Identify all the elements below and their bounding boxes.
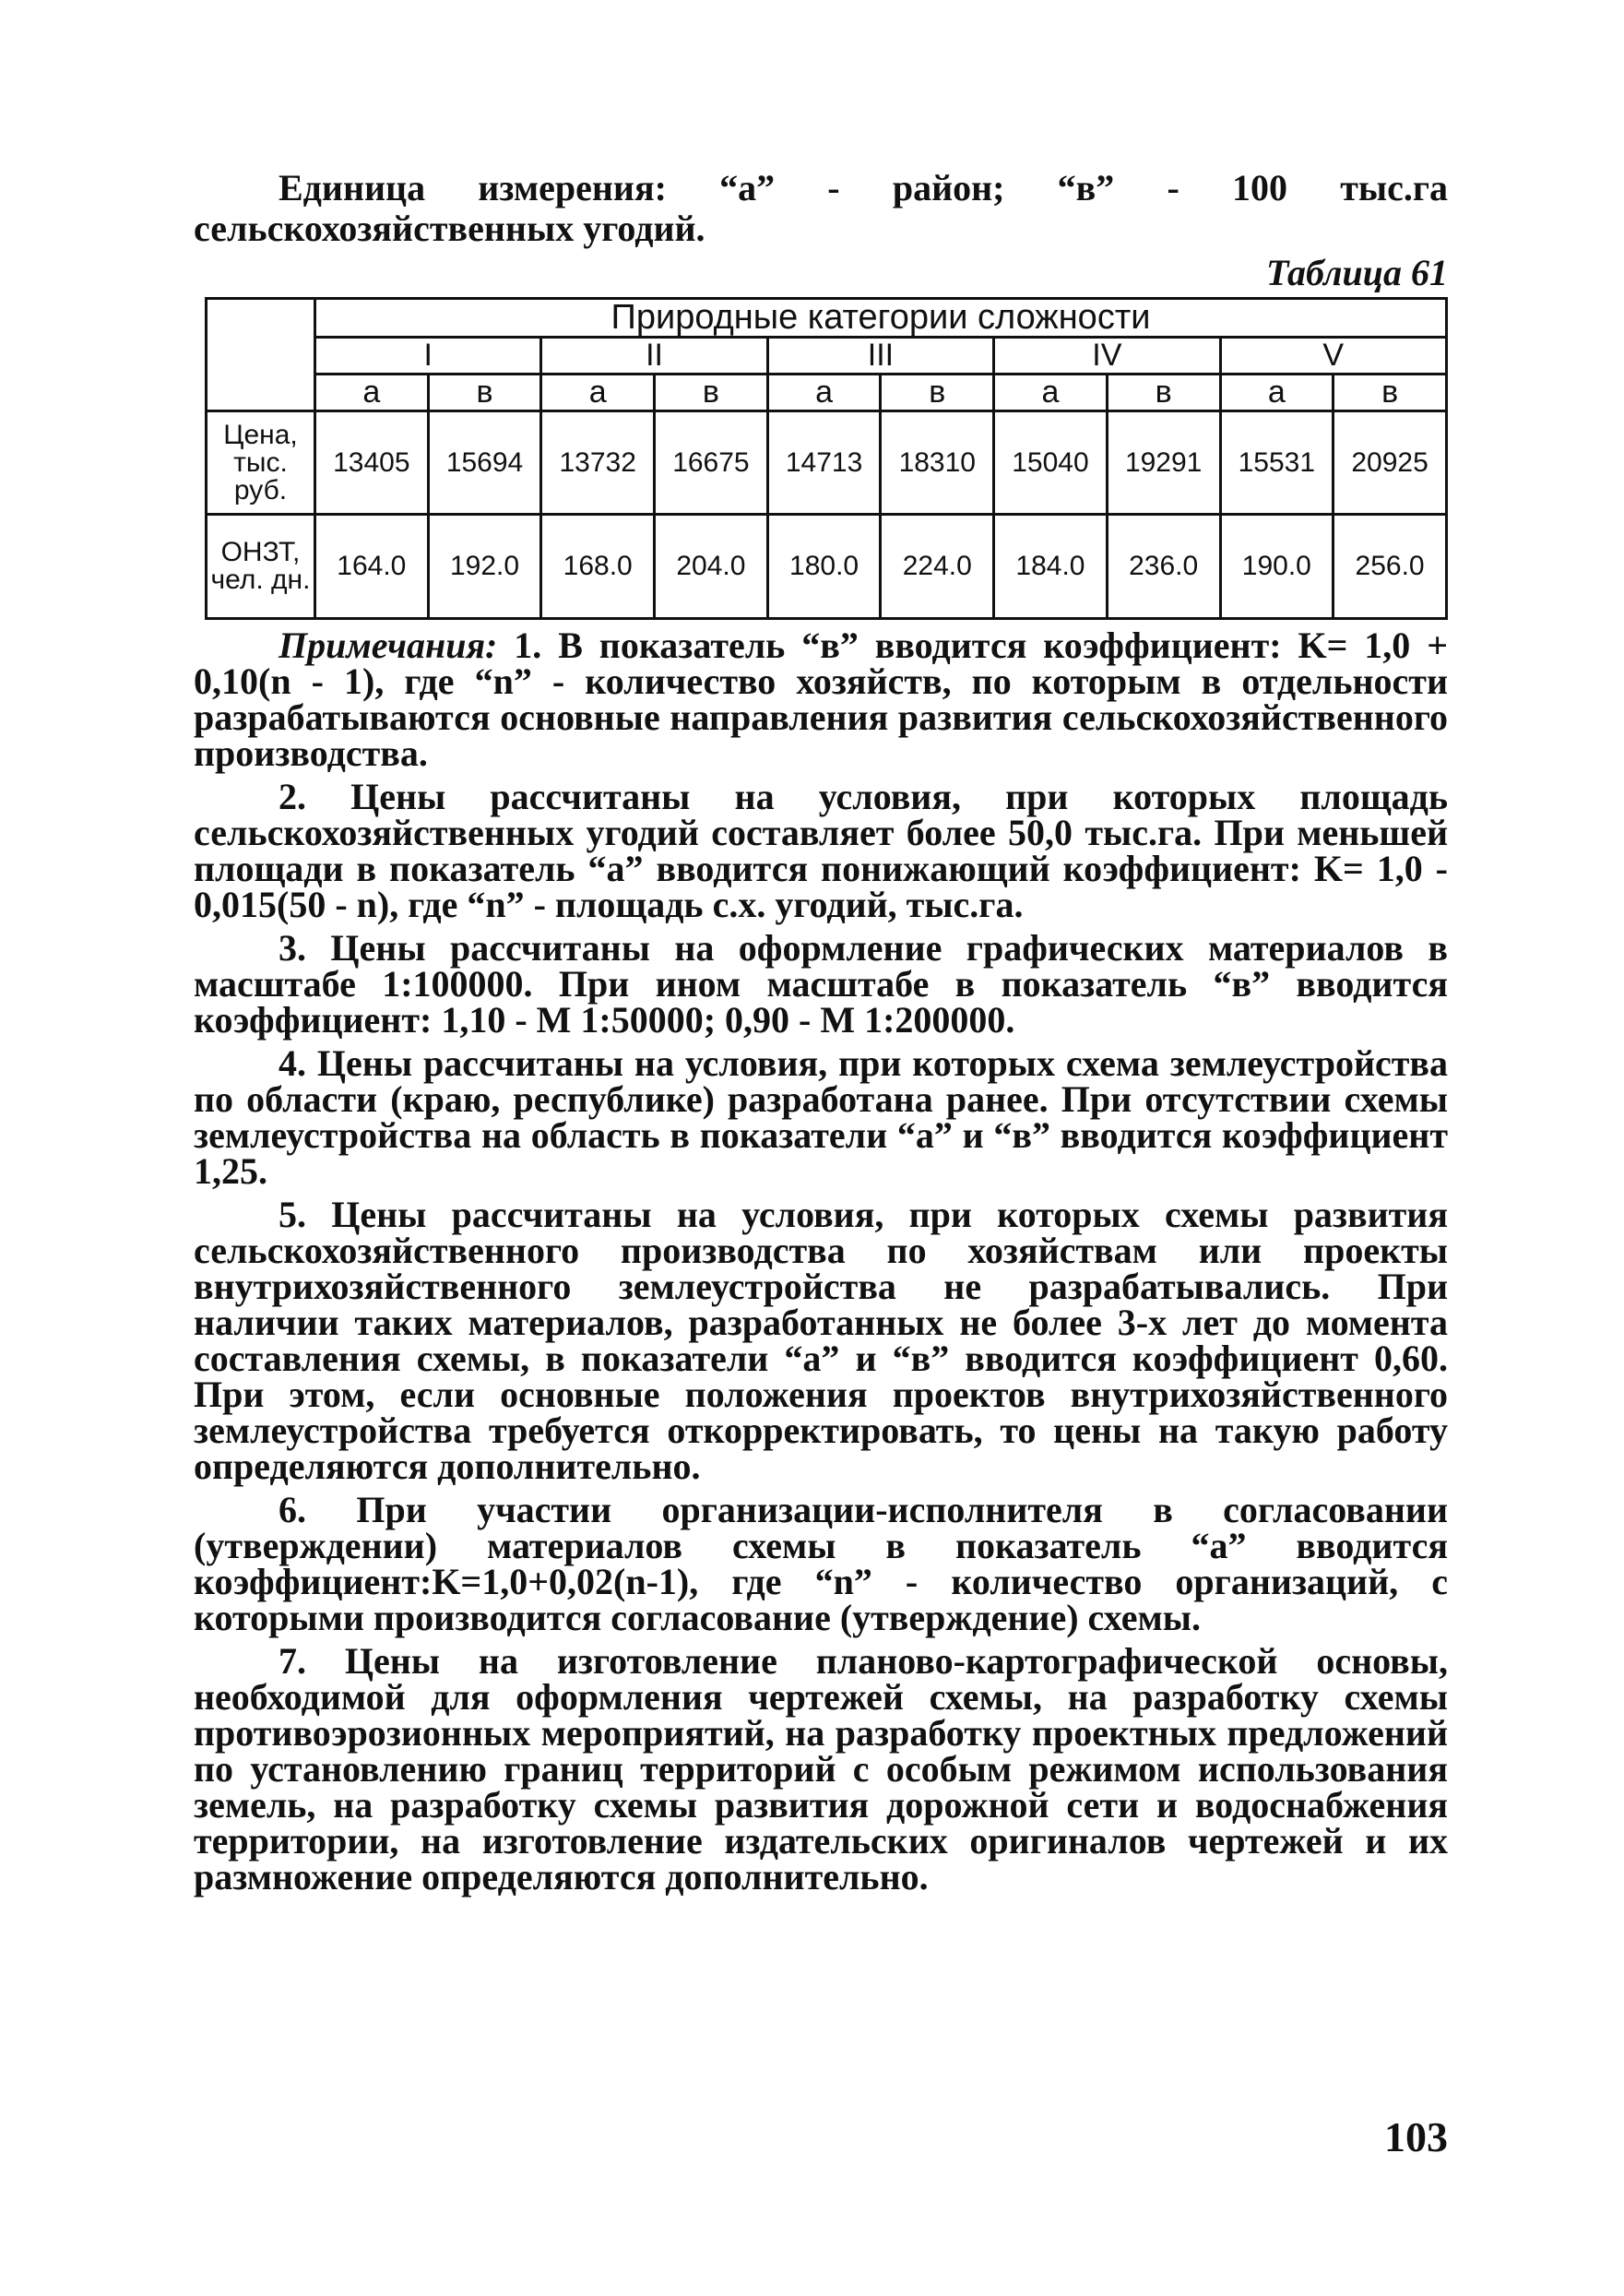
table-row [207, 410, 1447, 515]
subheader-cell: а [541, 374, 655, 410]
subheader-cell: а [994, 374, 1108, 410]
table-cell: 256.0 [1334, 515, 1447, 619]
category-header: I [315, 337, 541, 374]
table-cell: 13405 [315, 410, 429, 515]
row-label-price: Цена, тыс. руб. [207, 410, 315, 515]
subheader-cell: а [1220, 374, 1334, 410]
table-cell: 184.0 [994, 515, 1108, 619]
price-table [205, 297, 1448, 620]
category-header: V [1220, 337, 1447, 374]
category-header: II [541, 337, 767, 374]
subheader-cell: в [655, 374, 768, 410]
table-cell: 20925 [1334, 410, 1447, 515]
table-cell: 15694 [428, 410, 541, 515]
notes-section [194, 627, 1448, 1902]
table-cell: 19291 [1107, 410, 1220, 515]
table-corner-cell [207, 299, 315, 411]
unit-text: Единица измерения: “а” - район; “в” - 100 тыс.га сельскохозяйственных угодий. [194, 167, 1448, 249]
table-cell: 204.0 [655, 515, 768, 619]
note-item: 7. Цены на изготовление планово-картографической основы, необходимой для оформления чертежей схемы, на разработку схемы противоэрозионных мероприятий, на разработку проектных предложений по установлению границ территорий с особым режимом использования земель, на разработку схемы развития дорожной сети и водоснабжения территории, на изготовление издательских оригиналов чертежей и их размножение определяются дополнительно. [194, 1640, 1448, 1897]
category-header: III [767, 337, 993, 374]
subheader-cell: в [428, 374, 541, 410]
note-item: 3. Цены рассчитаны на оформление графических материалов в масштабе 1:100000. При ином масштабе в показатель “в” вводится коэффициент: 1,10 - М 1:50000; 0,90 - М 1:200000. [194, 927, 1448, 1041]
table-cell: 15531 [1220, 410, 1334, 515]
table-cell: 18310 [881, 410, 994, 515]
note-item: 2. Цены рассчитаны на условия, при которых площадь сельскохозяйственных угодий составляет более 50,0 тыс.га. При меньшей площади в показатель “а” вводится понижающий коэффициент: K= 1,0 - 0,015(50 - n), где “n” - площадь с.х. угодий, тыс.га. [194, 776, 1448, 925]
subheader-cell: в [881, 374, 994, 410]
table-row [207, 515, 1447, 619]
table-cell: 15040 [994, 410, 1108, 515]
notes-title: Примечания: [279, 625, 498, 666]
page-number: 103 [1384, 2113, 1448, 2160]
table-cell: 14713 [767, 410, 881, 515]
row-label-labor: ОНЗТ, чел. дн. [207, 515, 315, 619]
note-item: 4. Цены рассчитаны на условия, при которых схема землеустройства по области (краю, республике) разработана ранее. При отсутствии схемы землеустройства на область в показатели “а” и “в” вводится коэффициент 1,25. [194, 1042, 1448, 1192]
table-header-title: Природные категории сложности [315, 299, 1447, 338]
table-cell: 16675 [655, 410, 768, 515]
table-cell: 192.0 [428, 515, 541, 619]
subheader-cell: а [315, 374, 429, 410]
table-cell: 236.0 [1107, 515, 1220, 619]
table-cell: 224.0 [881, 515, 994, 619]
table-cell: 190.0 [1220, 515, 1334, 619]
table-label: Таблица 61 [1266, 252, 1448, 293]
unit-of-measure-text [194, 168, 1448, 249]
category-header: IV [994, 337, 1220, 374]
note-text: 1. В показатель “в” вводится коэффициент: K= 1,0 + 0,10(n - 1), где “n” - количество хозяйств, по которым в отдельности разрабатываются основные направления развития сельскохозяйственного производства. [194, 625, 1449, 774]
note-item: 6. При участии организации-исполнителя в согласовании (утверждении) материалов схемы в показатель “а” вводится коэффициент:K=1,0+0,02(n-1), где “n” - количество организаций, с которыми производится согласование (утверждение) схемы. [194, 1489, 1448, 1638]
table-cell: 180.0 [767, 515, 881, 619]
subheader-cell: в [1107, 374, 1220, 410]
note-item [194, 625, 1449, 774]
table-cell: 168.0 [541, 515, 655, 619]
subheader-cell: в [1334, 374, 1447, 410]
note-item: 5. Цены рассчитаны на условия, при которых схемы развития сельскохозяйственного производства по хозяйствам или проекты внутрихозяйственного землеустройства не разрабатывались. При наличии таких материалов, разработанных не более 3-х лет до момента составления схемы, в показатели “а” и “в” вводится коэффициент 0,60. При этом, если основные положения проектов внутрихозяйственного землеустройства требуется откорректировать, то цены на такую работу определяются дополнительно. [194, 1194, 1448, 1487]
subheader-cell: а [767, 374, 881, 410]
table-cell: 164.0 [315, 515, 429, 619]
table-cell: 13732 [541, 410, 655, 515]
